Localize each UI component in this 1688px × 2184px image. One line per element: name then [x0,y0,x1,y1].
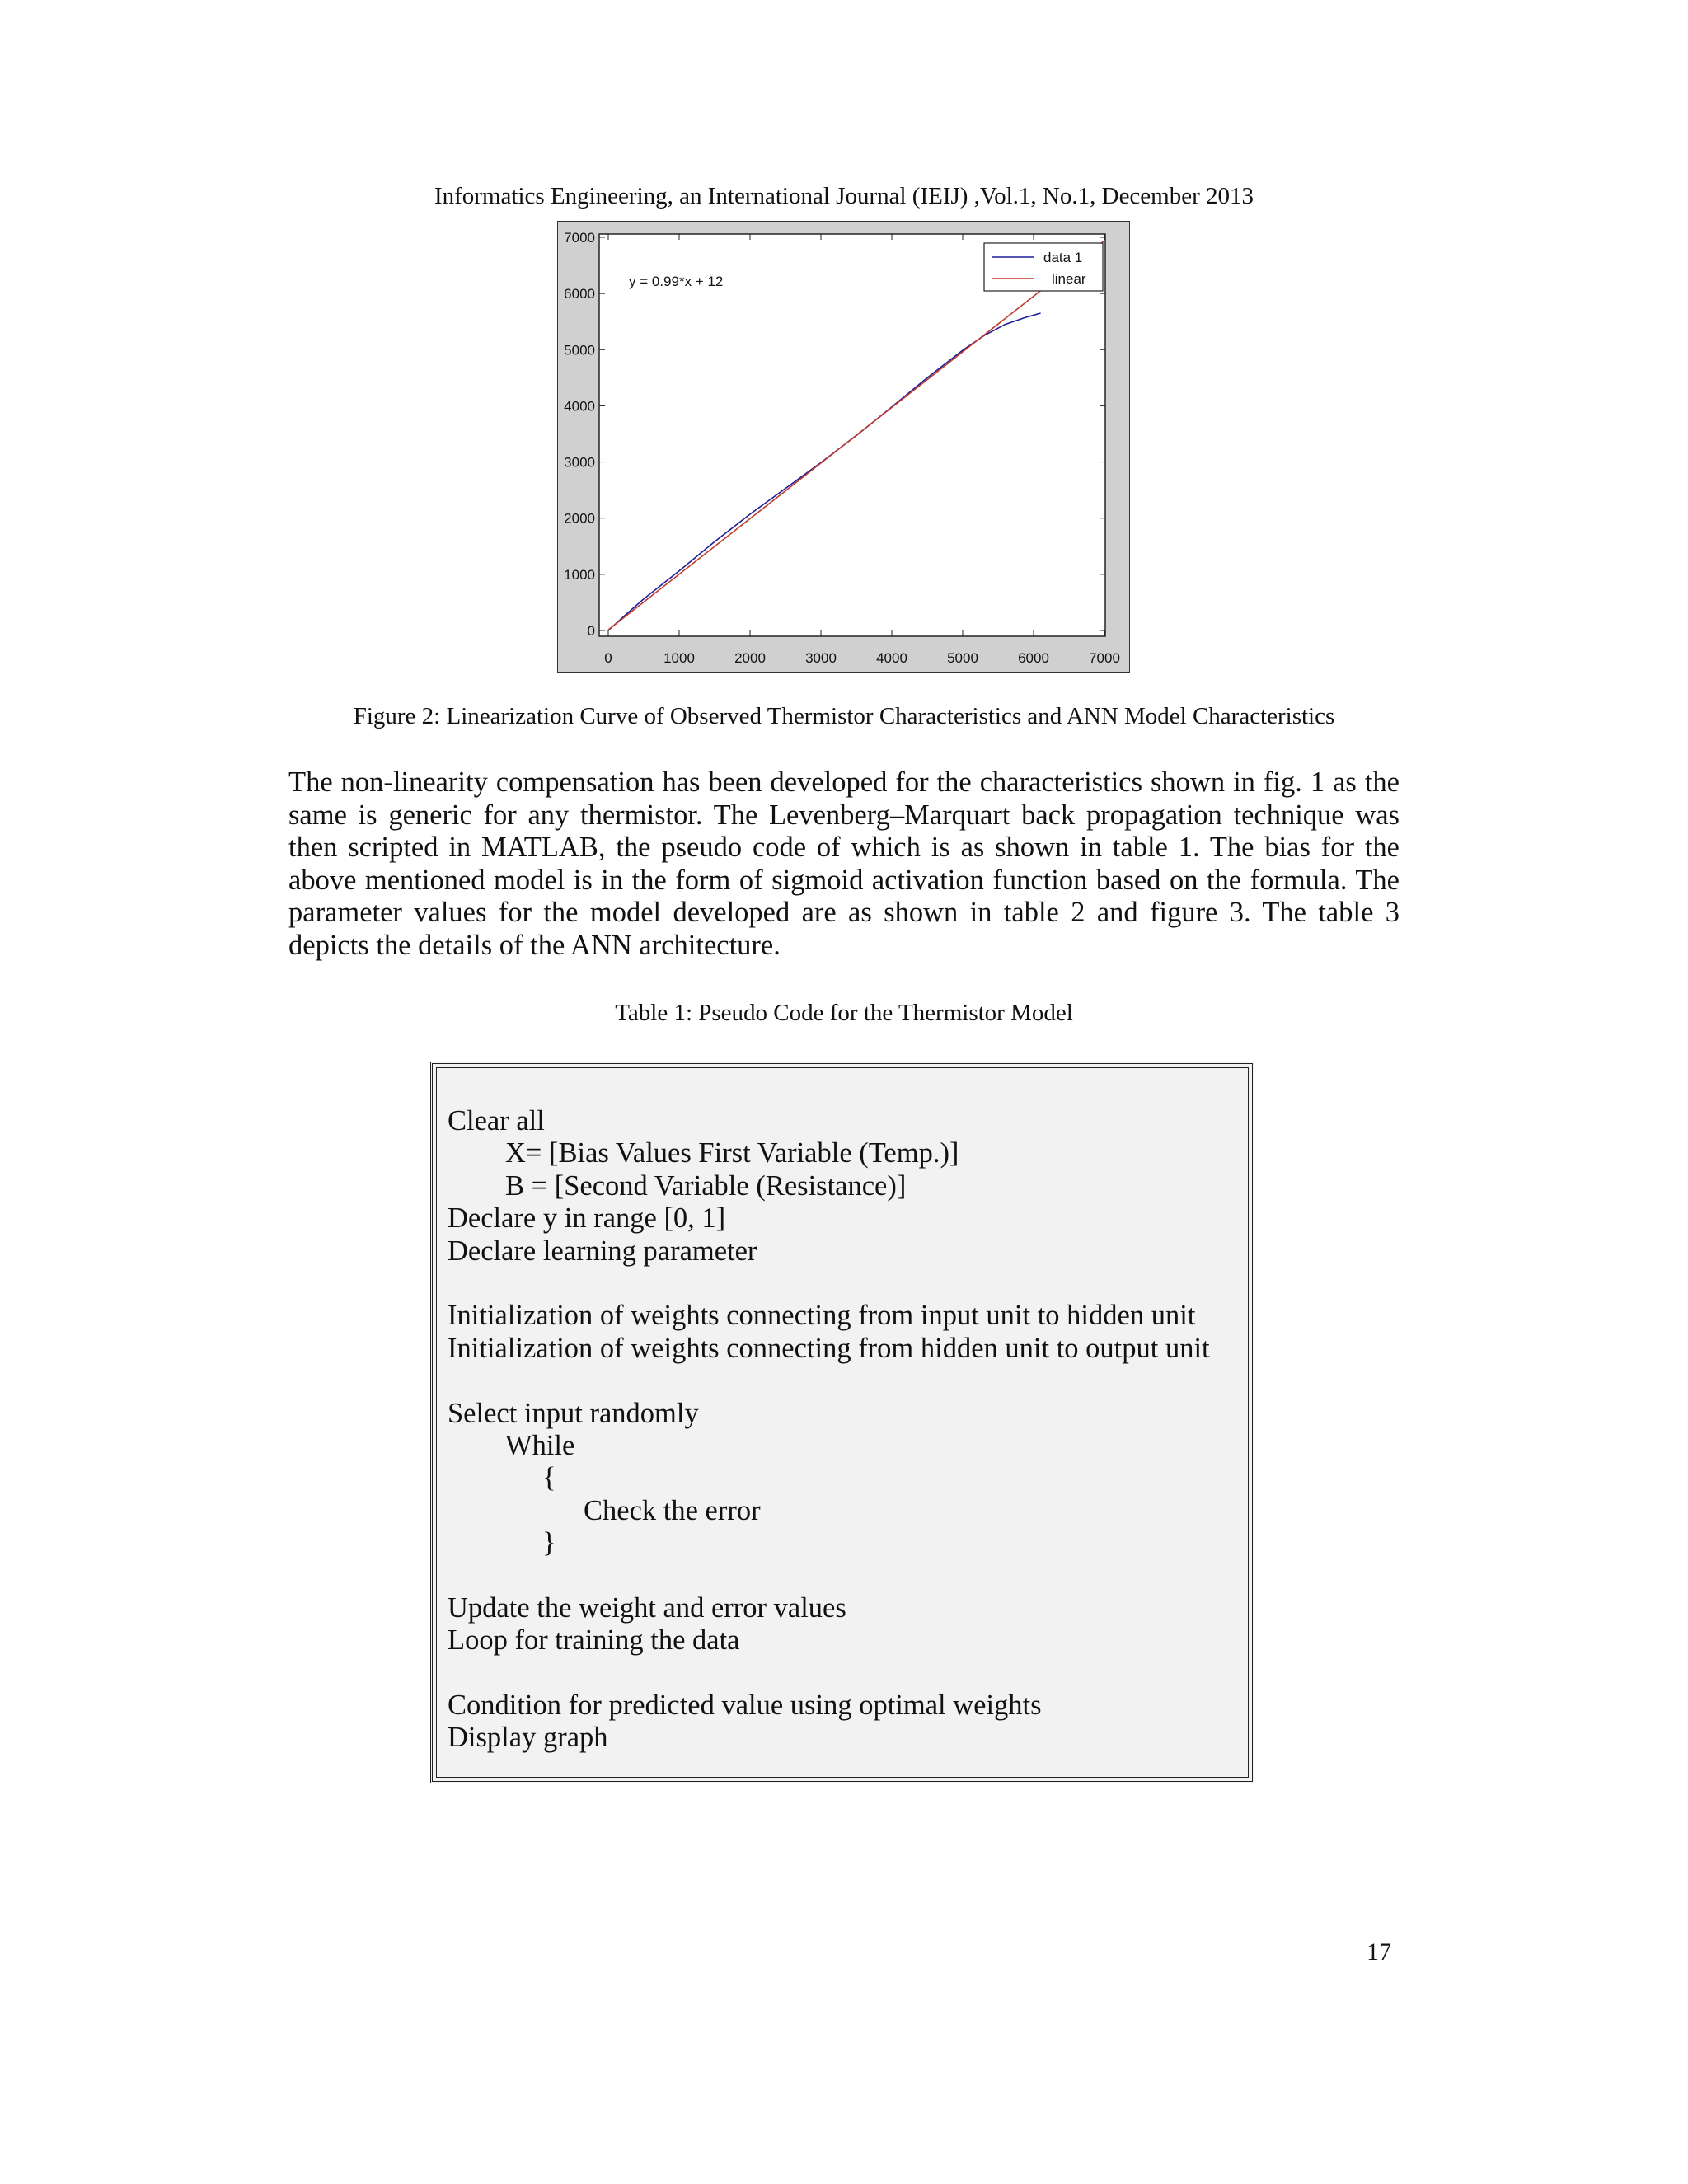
figure-2-chart [557,221,1130,673]
pseudo-code-table [430,1062,1254,1783]
pseudo-code-line: B = [Second Variable (Resistance)] [505,1169,907,1202]
legend-label-data-1: data 1 [1043,250,1083,265]
pseudo-code-line [448,1657,1210,1690]
pseudo-code-line: Loop for training the data [448,1624,740,1657]
y-tick-label: 5000 [564,342,595,359]
body-paragraph: The non-linearity compensation has been developed for the characteristics shown in fig. 1 as the same is generic for any thermistor. The Levenberg–Marquart back propagation technique was then scripted in MATLAB, the pseudo code of which is as shown in table 1. The bias for the above mentioned model is in the form of sigmoid activation function based on the formula. The parameter values for the model developed are as shown in table 2 and figure 3. The table 3 depicts the details of the ANN architecture. [288,766,1400,961]
x-tick-label: 4000 [876,650,907,666]
pseudo-code-line: } [542,1527,556,1559]
x-tick-label: 2000 [734,650,766,666]
y-tick-label: 1000 [564,566,595,583]
y-tick-label: 6000 [564,286,595,302]
pseudo-code-line [448,1365,1210,1397]
chart-legend [984,243,1103,291]
legend-label-linear: linear [1052,271,1086,287]
running-header: Informatics Engineering, an International Journal (IEIJ) ,Vol.1, No.1, December 2013 [434,183,1254,209]
pseudo-code-line: Initialization of weights connecting from hidden unit to output unit [448,1332,1210,1364]
pseudo-code-line: Display graph [448,1722,608,1754]
pseudo-code-line: Clear all [448,1105,545,1137]
pseudo-code-line: Check the error [584,1494,761,1526]
x-tick-label: 1000 [663,650,695,666]
pseudo-code-line: Declare learning parameter [448,1235,757,1267]
plot-area [599,234,1105,636]
pseudo-code-line: Update the weight and error values [448,1591,846,1624]
pseudo-code-line: Select input randomly [448,1397,699,1429]
pseudo-code-line: Condition for predicted value using optimal weights [448,1690,1042,1722]
fit-equation-annotation: y = 0.99*x + 12 [629,274,724,289]
pseudo-code-line: While [505,1429,575,1461]
y-tick-label: 4000 [564,398,595,415]
table-caption: Table 1: Pseudo Code for the Thermistor Model [615,1000,1073,1026]
x-tick-label: 6000 [1018,650,1049,666]
chart-svg [557,221,1130,673]
pseudo-code-lines [448,1105,1210,1755]
page-number: 17 [1367,1938,1391,1966]
x-tick-label: 0 [604,650,612,666]
x-tick-label: 3000 [805,650,837,666]
pseudo-code-line [448,1268,1210,1300]
y-tick-label: 2000 [564,510,595,527]
y-tick-label: 0 [587,623,595,639]
x-tick-label: 5000 [947,650,978,666]
pseudo-code-line: Initialization of weights connecting from input unit to hidden unit [448,1300,1196,1332]
y-tick-label: 3000 [564,454,595,471]
pseudo-code-line: Declare y in range [0, 1] [448,1202,726,1235]
pseudo-code-line [448,1559,1210,1591]
figure-caption: Figure 2: Linearization Curve of Observed Thermistor Characteristics and ANN Model Characteristics [353,703,1335,729]
pseudo-code-line: { [542,1462,556,1494]
x-tick-label: 7000 [1089,650,1120,666]
pseudo-code-line: X= [Bias Values First Variable (Temp.)] [505,1137,959,1169]
y-tick-label: 7000 [564,230,595,246]
